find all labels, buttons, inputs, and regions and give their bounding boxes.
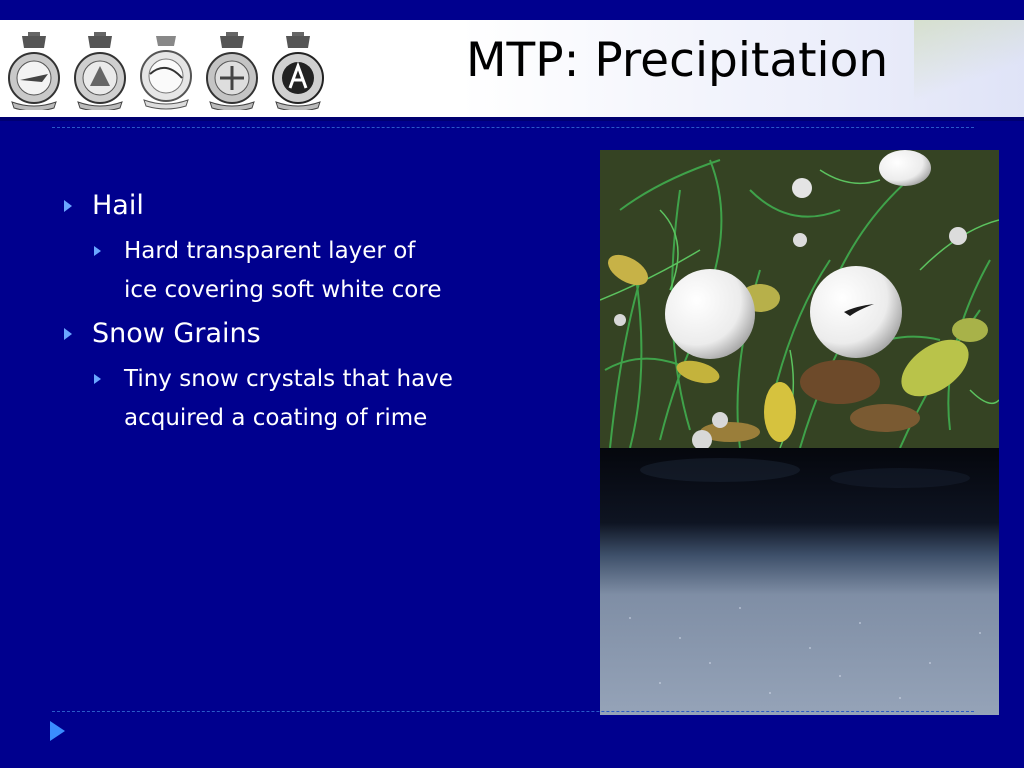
bullet-label: Hail — [92, 190, 144, 221]
sub-bullet-arrow-icon — [94, 246, 101, 256]
bullet-label: Snow Grains — [92, 318, 261, 349]
sub-bullet-snow-grains — [94, 360, 454, 438]
sub-bullet-arrow-icon — [94, 374, 101, 384]
bullet-snow-grains — [64, 316, 454, 352]
header-rule — [0, 117, 1024, 121]
slide-title: MTP: Precipitation — [466, 33, 889, 88]
bullet-arrow-icon — [64, 200, 72, 212]
bullet-hail — [64, 188, 454, 224]
crest-row — [4, 30, 328, 110]
hail-on-grass-photo — [600, 150, 999, 448]
crest-2-icon — [70, 30, 130, 110]
crest-5-icon — [268, 30, 328, 110]
bullet-arrow-icon — [64, 328, 72, 340]
crest-4-icon — [202, 30, 262, 110]
header-accent — [914, 20, 1024, 117]
sub-bullet-hail — [94, 232, 454, 310]
snow-grains-photo — [600, 448, 999, 715]
sub-bullet-text: Hard transparent layer of ice covering soft white core — [124, 238, 442, 303]
bottom-dotted-rule — [52, 711, 974, 712]
crest-3-icon — [136, 30, 196, 110]
bullet-list — [64, 188, 454, 444]
crest-1-icon — [4, 30, 64, 110]
top-dotted-rule — [52, 127, 974, 128]
top-strip — [0, 0, 1024, 20]
next-slide-arrow-icon[interactable] — [50, 721, 65, 741]
sub-bullet-text: Tiny snow crystals that have acquired a coating of rime — [124, 366, 453, 431]
